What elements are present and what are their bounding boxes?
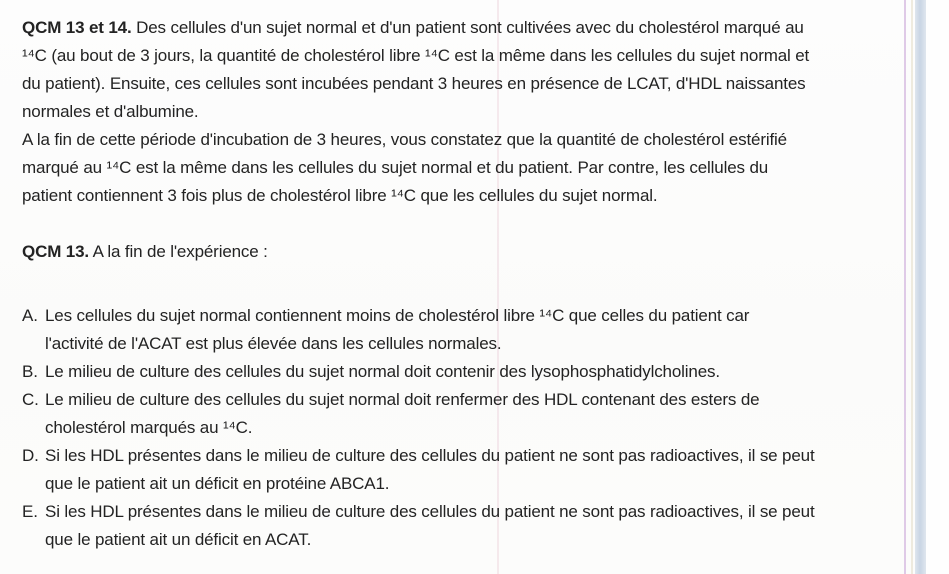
option-C-letter: C. <box>22 390 39 409</box>
question-text: A la fin de l'expérience : <box>88 242 268 261</box>
intro-line-3: du patient). Ensuite, ces cellules sont incubées pendant 3 heures en présence de LCAT, d'HDL naissantes <box>22 74 806 93</box>
intro-paragraph <box>22 14 925 126</box>
option-B <box>22 358 925 386</box>
option-B-line-1: Le milieu de culture des cellules du sujet normal doit contenir des lysophosphatidylcholines. <box>45 362 720 381</box>
intro-line-1 <box>22 14 925 42</box>
option-E-line-1: Si les HDL présentes dans le milieu de culture des cellules du patient ne sont pas radioactives, il se peut <box>45 502 815 521</box>
option-C-line-2: cholestérol marqués au ¹⁴C. <box>45 418 253 437</box>
option-A-line-1: Les cellules du sujet normal contiennent moins de cholestérol libre ¹⁴C que celles du patient car <box>45 306 750 325</box>
intro-line-1-text: Des cellules d'un sujet normal et d'un patient sont cultivées avec du cholestérol marqué au <box>131 18 804 37</box>
option-A-line-2: l'activité de l'ACAT est plus élevée dans les cellules normales. <box>45 334 502 353</box>
qcm-13-14-label: QCM 13 et 14. <box>22 18 132 37</box>
qcm-13-label: QCM 13. <box>22 242 89 261</box>
option-A <box>22 302 925 358</box>
incubation-line-1: A la fin de cette période d'incubation de 3 heures, vous constatez que la quantité de cholestérol estérifié <box>22 130 787 149</box>
options-list <box>22 302 925 554</box>
option-C-line-1: Le milieu de culture des cellules du sujet normal doit renfermer des HDL contenant des esters de <box>45 390 760 409</box>
question-paragraph <box>22 238 925 266</box>
option-B-letter: B. <box>22 362 38 381</box>
option-D <box>22 442 925 498</box>
option-E-line-2: que le patient ait un déficit en ACAT. <box>45 530 312 549</box>
option-D-letter: D. <box>22 446 39 465</box>
option-E-letter: E. <box>22 502 38 521</box>
option-A-letter: A. <box>22 306 38 325</box>
option-E <box>22 498 925 554</box>
question-line <box>22 238 925 266</box>
intro-line-4: normales et d'albumine. <box>22 102 199 121</box>
option-D-line-1: Si les HDL présentes dans le milieu de culture des cellules du patient ne sont pas radioactives, il se peut <box>45 446 815 465</box>
incubation-paragraph <box>22 126 925 210</box>
incubation-line-2: marqué au ¹⁴C est la même dans les cellules du sujet normal et du patient. Par contre, les cellules du <box>22 158 769 177</box>
option-D-line-2: que le patient ait un déficit en protéine ABCA1. <box>45 474 390 493</box>
option-C <box>22 386 925 442</box>
intro-line-2: ¹⁴C (au bout de 3 jours, la quantité de cholestérol libre ¹⁴C est la même dans les cellules du sujet normal et <box>22 46 810 65</box>
incubation-line-3: patient contiennent 3 fois plus de cholestérol libre ¹⁴C que les cellules du sujet normal. <box>22 186 658 205</box>
